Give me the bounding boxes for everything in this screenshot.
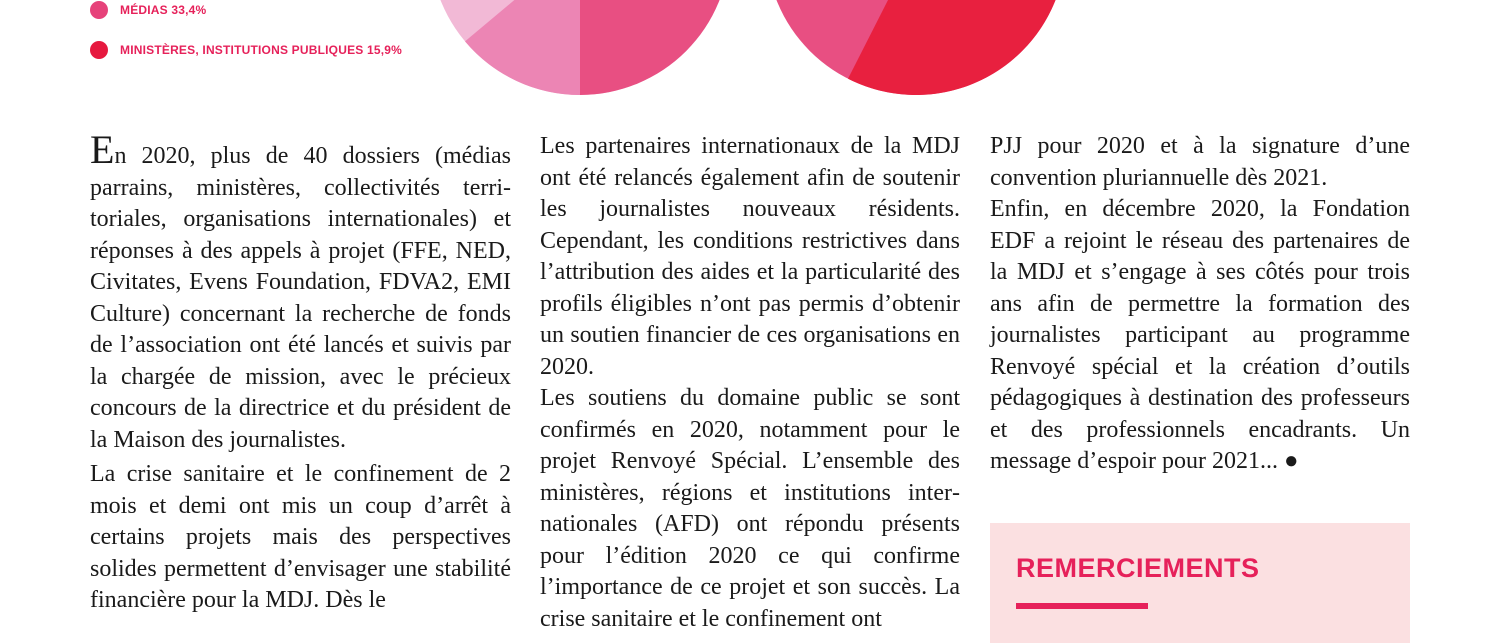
paragraph-text: n 2020, plus de 40 dossiers (médias parrains, ministères, collectivités territoriales, organisations internationales) et réponses à des appels à projet (FFE, NED, Civitates, Evens Foundation, FDVA2, EMI Culture) concernant la recherche de fonds de l’association ont été lancés et suivis par la chargée de mission, avec le précieux concours de la directrice et du président de la Maison des journalistes.: [90, 143, 511, 453]
paragraph: PJJ pour 2020 et à la signature d’une convention pluriannuelle dès 2021.: [990, 133, 1410, 191]
article-column-3: [990, 131, 1410, 478]
paragraph-text: Enfin, en décembre 2020, la Fondation EDF a rejoint le réseau des partenaires de la MDJ et s’engage à ses côtés pour trois ans afin de permettre la formation des journalistes participant au programme Renvoyé spécial et la création d’outils pédagogiques à destination des professeurs et des professionnels encadrants. Un message d’espoir pour 2021...: [990, 196, 1410, 474]
drop-cap: E: [90, 127, 115, 172]
article-column-2: [540, 131, 960, 635]
title-underline: [1016, 603, 1148, 609]
pie-chart-right: [766, 0, 1066, 95]
thanks-box: [990, 523, 1410, 643]
paragraph: Les partenaires internationaux de la MDJ ont été relancés également afin de soutenir les journalistes nouveaux résidents. Cependant, les conditions restrictives dans l’attribution des aides et la particularité des profils éligibles n’ont pas permis d’obtenir un soutien financier de ces organisations en 2020.: [540, 133, 960, 380]
paragraph: Les soutiens du domaine public se sont confirmés en 2020, notamment pour le projet Renvoyé Spécial. L’ensemble des ministères, régions et institutions internationales (AFD) ont répondu présents pour l’édition 2020 ce qui confirme l’importance de ce projet et son succès. La crise sanitaire et le confinement ont: [540, 385, 960, 632]
article-column-1: [90, 127, 511, 617]
pie-chart-left: [430, 0, 730, 95]
legend-label: MÉDIAS 33,4%: [120, 3, 207, 17]
paragraph: [90, 127, 511, 456]
pie-slice-rose: [580, 0, 730, 95]
legend-label: MINISTÈRES, INSTITUTIONS PUBLIQUES 15,9%: [120, 43, 403, 57]
end-mark-icon: ●: [1277, 448, 1299, 474]
paragraph: La crise sanitaire et le confinement de 2 mois et demi ont mis un coup d’arrêt à certains projets mais des perspectives solides permettent d’envisager une stabilité financière pour la MDJ. Dès le: [90, 461, 511, 613]
paragraph: [990, 194, 1410, 478]
pie-charts: [0, 0, 1500, 110]
thanks-title: REMERCIEMENTS: [1016, 553, 1260, 583]
